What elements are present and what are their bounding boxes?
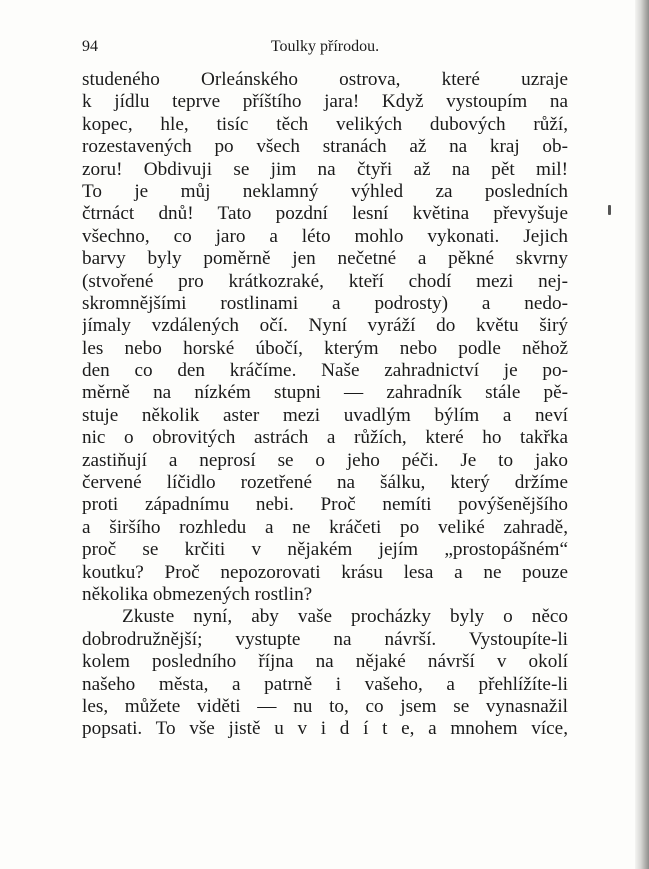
page-header — [82, 38, 568, 62]
running-title: Toulky přírodou. — [270, 38, 380, 55]
text-line: (stvořené pro krátkozraké, kteří chodí mezi nej- — [82, 270, 568, 292]
scan-speck — [608, 205, 611, 215]
scan-page-edge — [635, 0, 649, 869]
text-line: našeho města, a patrně i vašeho, a přehlížíte-li — [82, 673, 568, 695]
text-line: les nebo horské úbočí, kterým nebo podle něhož — [82, 337, 568, 359]
paragraph-1 — [82, 69, 568, 606]
text-line: rozestavených po všech stranách až na kraj ob- — [82, 136, 568, 158]
text-line: jímaly vzdálených očí. Nyní vyráží do květu širý — [82, 315, 568, 337]
text-line: čtrnáct dnů! Tato pozdní lesní květina převyšuje — [82, 203, 568, 225]
text-line: den co den kráčíme. Naše zahradnictví je po- — [82, 360, 568, 382]
text-line: zastiňují a neprosí se o jeho péči. Je to jako — [82, 449, 568, 471]
text-line: všechno, co jaro a léto mohlo vykonati. Jejich — [82, 225, 568, 247]
paragraph-2 — [82, 606, 568, 740]
text-line: skromnějšími rostlinami a podrosty) a nedo- — [82, 292, 568, 314]
text-line: dobrodružnější; vystupte na návrší. Vystoupíte-li — [82, 628, 568, 650]
text-line: popsati. To vše jistě u v i d í t e, a mnohem více, — [82, 718, 568, 740]
page-body — [82, 69, 568, 741]
text-line: proti západnímu nebi. Proč nemíti povýšenějšího — [82, 494, 568, 516]
text-line: měrně na nízkém stupni — zahradník stále pě- — [82, 382, 568, 404]
text-line: a širšího rozhledu a ne kráčeti po veliké zahradě, — [82, 516, 568, 538]
text-line: kopec, hle, tisíc těch velikých dubových růží, — [82, 113, 568, 135]
text-line: k jídlu teprve příštího jara! Když vystoupím na — [82, 91, 568, 113]
text-line: zoru! Obdivuji se jim na čtyři až na pět mil! — [82, 158, 568, 180]
text-line: červené líčidlo rozetřené na šálku, který držíme — [82, 472, 568, 494]
text-line: proč se krčiti v nějakém jejím „prostopášném“ — [82, 539, 568, 561]
text-line: To je můj neklamný výhled za posledních — [82, 180, 568, 202]
text-line: nic o obrovitých astrách a růžích, které ho takřka — [82, 427, 568, 449]
text-line: les, můžete viděti — nu to, co jsem se vynasnažil — [82, 695, 568, 717]
page-number: 94 — [82, 38, 98, 55]
text-line: několika obmezených rostlin? — [82, 583, 313, 605]
text-line: koutku? Proč nepozorovati krásu lesa a ne pouze — [82, 561, 568, 583]
text-line: kolem posledního října na nějaké návrší v okolí — [82, 651, 568, 673]
text-line: stuje několik aster mezi uvadlým býlím a neví — [82, 404, 568, 426]
text-line: Zkuste nyní, aby vaše procházky byly o něco — [122, 606, 568, 628]
text-line: barvy byly poměrně jen nečetné a pěkné skvrny — [82, 248, 568, 270]
text-line: studeného Orleánského ostrova, které uzraje — [82, 69, 568, 90]
